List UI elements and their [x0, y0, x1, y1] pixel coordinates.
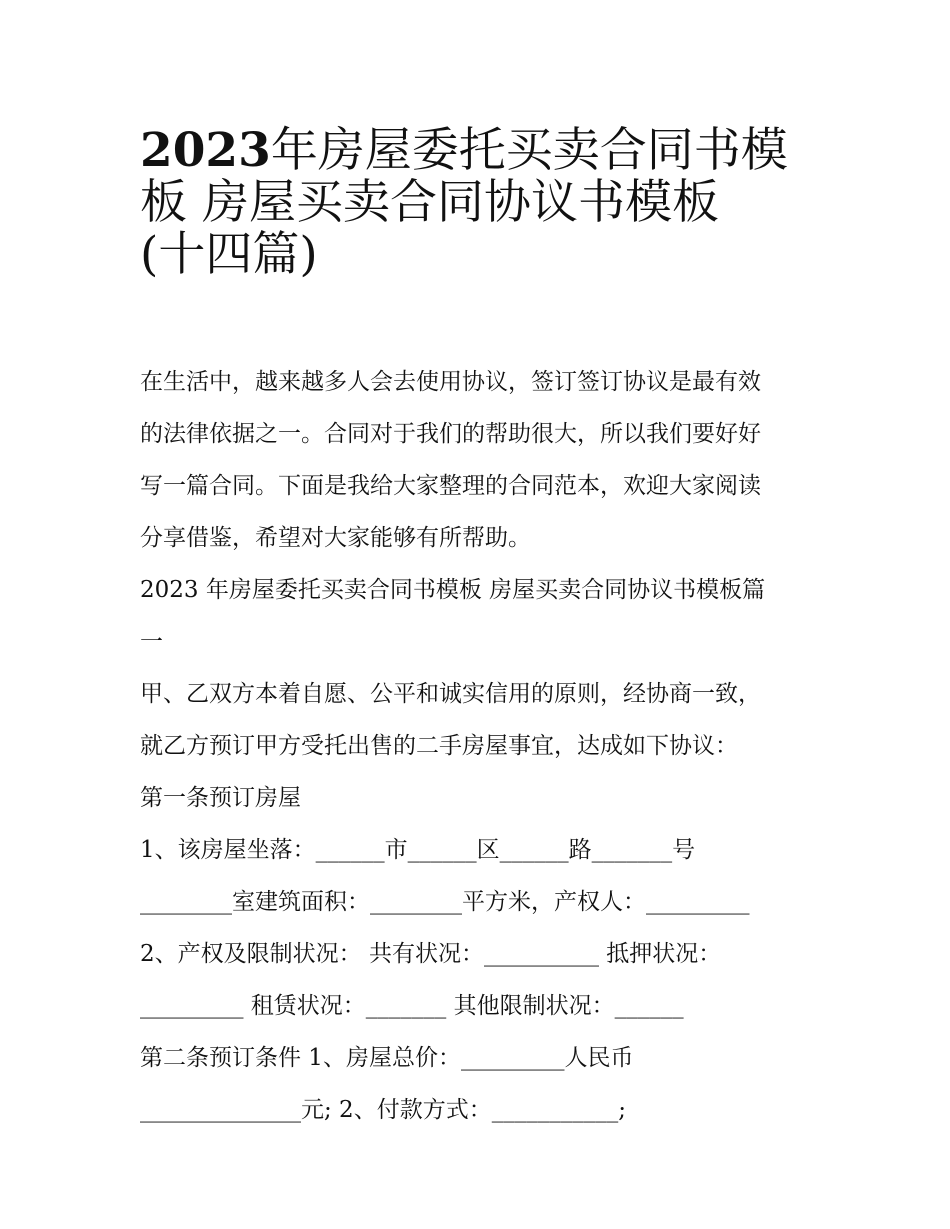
section-heading: 2023 年房屋委托买卖合同书模板 房屋买卖合同协议书模板篇 [140, 577, 766, 603]
form-line: 1、该房屋坐落：______市______区______路_______号 [140, 837, 696, 863]
form-line: ________室建筑面积：________平方米，产权人：_________ [140, 889, 750, 915]
title-line-1-text: 年房屋委托买卖合同书模 [270, 123, 788, 178]
body-line: 的法律依据之一。合同对于我们的帮助很大，所以我们要好好 [140, 421, 761, 447]
body-line: 在生活中，越来越多人会去使用协议，签订签订协议是最有效 [140, 369, 761, 395]
form-line: 2、产权及限制状况： 共有状况：__________ 抵押状况： [140, 941, 722, 967]
title-line-3: (十四篇) [140, 227, 318, 282]
article-heading: 第一条预订房屋 [140, 785, 301, 811]
body-line: 甲、乙双方本着自愿、公平和诚实信用的原则，经协商一致， [140, 681, 761, 707]
title-year: 2023 [140, 123, 271, 178]
form-line: ______________元; 2、付款方式：___________; [140, 1097, 626, 1123]
document-title [140, 112, 820, 282]
title-line-2: 板 房屋买卖合同协议书模板 [140, 175, 719, 230]
form-line: _________ 租赁状况：_______ 其他限制状况：______ [140, 993, 684, 1019]
body-line: 写一篇合同。下面是我给大家整理的合同范本，欢迎大家阅读 [140, 473, 761, 499]
body-line: 分享借鉴，希望对大家能够有所帮助。 [140, 525, 531, 551]
article-heading: 第二条预订条件 1、房屋总价：_________人民币 [140, 1045, 634, 1071]
section-heading-cont: 一 [140, 629, 163, 655]
body-line: 就乙方预订甲方受托出售的二手房屋事宜，达成如下协议： [140, 733, 738, 759]
title-line-1 [140, 112, 820, 178]
document-body [140, 356, 820, 1136]
